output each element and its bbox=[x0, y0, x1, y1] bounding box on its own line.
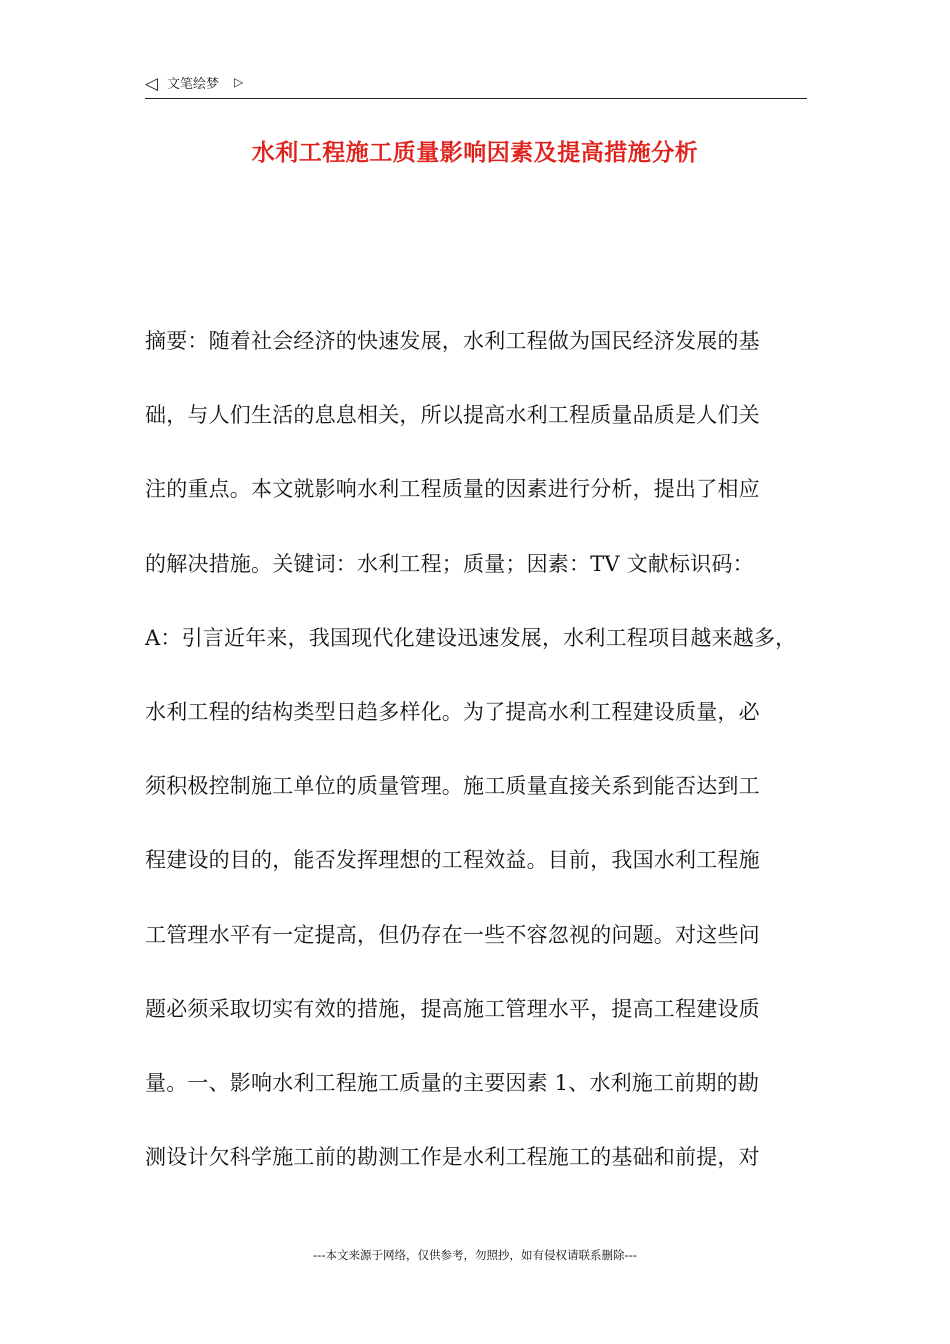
page-footer: ---本文来源于网络，仅供参考，勿照抄，如有侵权请联系删除--- bbox=[313, 1248, 637, 1262]
body-line: 工管理水平有一定提高，但仍存在一些不容忽视的问题。对这些问 bbox=[145, 922, 760, 947]
body-line: 水利工程的结构类型日趋多样化。为了提高水利工程建设质量，必 bbox=[145, 699, 760, 724]
body-line: 程建设的目的，能否发挥理想的工程效益。目前，我国水利工程施 bbox=[145, 848, 760, 873]
header-brand: 文笔绘梦 bbox=[167, 77, 220, 92]
body-line: 题必须采取切实有效的措施，提高施工管理水平，提高工程建设质 bbox=[145, 996, 760, 1021]
body-line: 础，与人们生活的息息相关，所以提高水利工程质量品质是人们关 bbox=[145, 403, 760, 428]
page-header bbox=[145, 74, 807, 99]
document-title: 水利工程施工质量影响因素及提高措施分析 bbox=[251, 140, 699, 166]
body-line: 的解决措施。关键词：水利工程；质量；因素：TV 文献标识码： bbox=[145, 551, 754, 576]
body-line: 摘要：随着社会经济的快速发展，水利工程做为国民经济发展的基 bbox=[145, 329, 760, 353]
body-line: 测设计欠科学施工前的勘测工作是水利工程施工的基础和前提，对 bbox=[145, 1145, 760, 1170]
body-line: 量。一、影响水利工程施工质量的主要因素 1、水利施工前期的勘 bbox=[145, 1070, 760, 1095]
body-line: A：引言近年来，我国现代化建设迅速发展，水利工程项目越来越多， bbox=[145, 625, 797, 650]
body-line: 须积极控制施工单位的质量管理。施工质量直接关系到能否达到工 bbox=[145, 774, 760, 799]
triangle-right-icon: ▷ bbox=[234, 75, 244, 89]
body-line: 注的重点。本文就影响水利工程质量的因素进行分析，提出了相应 bbox=[145, 477, 760, 502]
triangle-left-icon: ◁ bbox=[145, 74, 159, 94]
document-body bbox=[145, 322, 815, 1212]
